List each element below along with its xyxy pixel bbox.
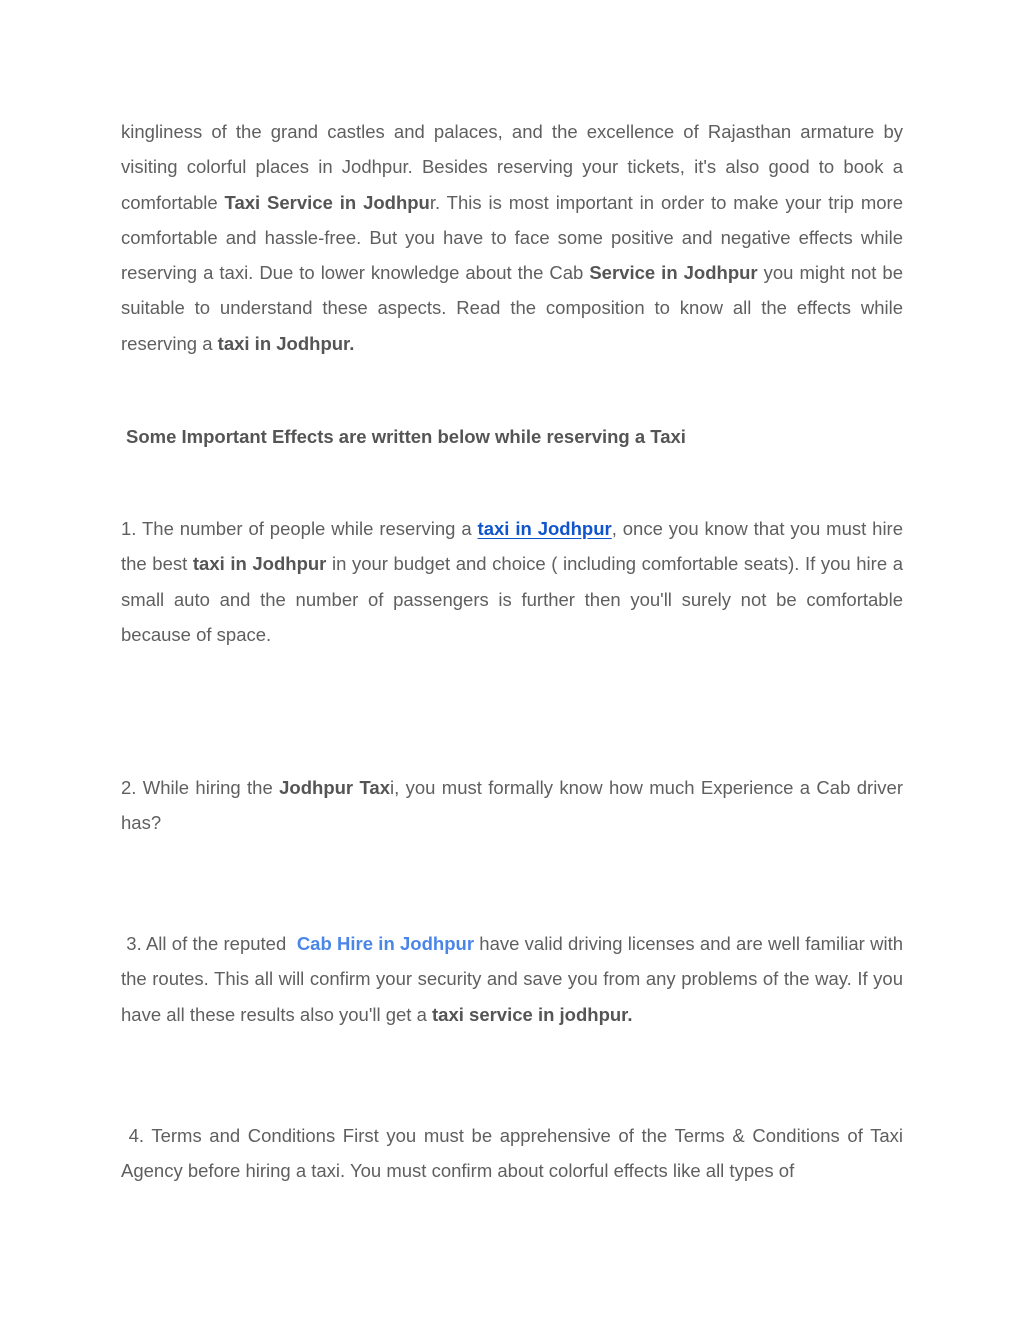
point-1-paragraph [121, 511, 903, 652]
intro-text-3: you might not be suitable to understand these aspects. Read the composition to know all the effects while reserving a [121, 262, 904, 354]
point-1-text-3: in your budget and choice ( including comfortable seats). If you hire a small auto and the number of passengers is further then you'll surely not be comfortable because of space. [121, 553, 903, 645]
intro-bold-service: Service in Jodhpur [589, 262, 758, 284]
point-3-paragraph [121, 926, 909, 1032]
point-4-text-1: 4. Terms and Conditions First you must be apprehensive of the Terms & Conditions of Taxi Agency before hiring a taxi. You must confirm about colorful effects like all types of [121, 1125, 908, 1182]
point-2-text-1: 2. While hiring the [121, 777, 280, 798]
point-2-bold: Jodhpur Tax [279, 777, 390, 798]
taxi-in-jodhpur-link[interactable]: taxi in Jodhpur [477, 518, 612, 539]
point-2-paragraph [121, 770, 903, 841]
intro-bold-taxi: taxi in Jodhpur. [217, 332, 355, 354]
point-1-text-1: 1. The number of people while reserving a [121, 518, 478, 539]
intro-text-2: r. This is most important in order to make your trip more comfortable and hassle-free. But you have to face some positive and negative effects while reserving a taxi. Due to lower knowledge about the Cab [121, 191, 903, 284]
intro-bold-taxi-service: Taxi Service in Jodhpu [224, 191, 430, 213]
intro-paragraph [121, 114, 903, 361]
point-3-text-1: 3. All of the reputed [121, 933, 297, 954]
point-2-text-2: i, you must formally know how much Experience a Cab driver has? [121, 777, 903, 834]
intro-text-1: kingliness of the grand castles and palaces, and the excellence of Rajasthan armature by visiting colorful places in Jodhpur. Besides reserving your tickets, it's also good to book a comfortable [121, 121, 903, 213]
point-3-text-2: have valid driving licenses and are well familiar with the routes. This all will confirm your security and save you from any problems of the way. If you have all these results also you'll get a [121, 933, 909, 1025]
point-1-bold: taxi in Jodhpur [192, 553, 327, 575]
point-4-paragraph [121, 1118, 908, 1189]
cab-hire-in-jodhpur-link[interactable]: Cab Hire in Jodhpur [296, 933, 475, 954]
section-heading: Some Important Effects are written below while reserving a Taxi [126, 426, 686, 447]
point-3-bold: taxi service in jodhpur. [432, 1003, 633, 1025]
point-1-text-2: , once you know that you must hire the best [121, 518, 904, 575]
